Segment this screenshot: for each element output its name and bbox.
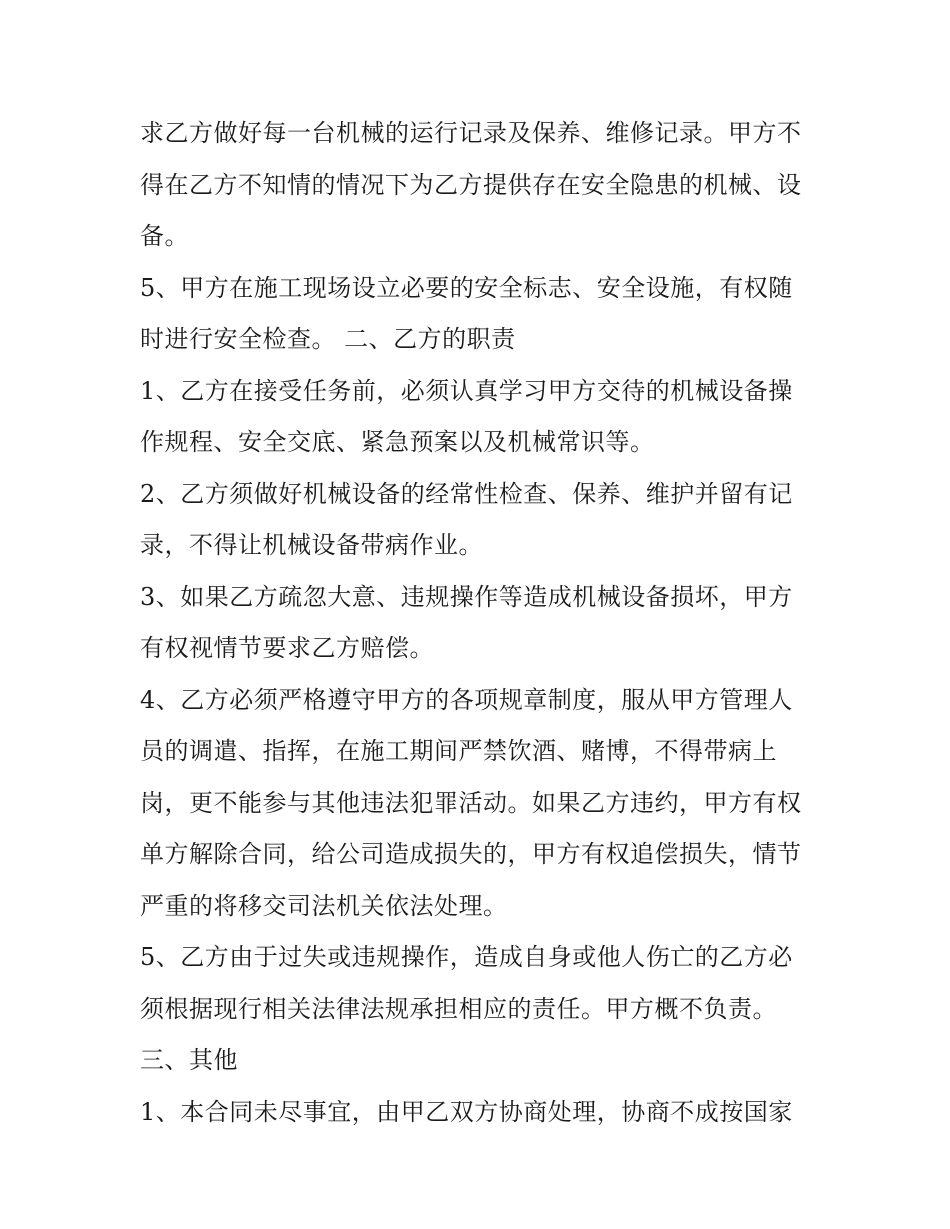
text-line: 员的调遣、指挥，在施工期间严禁饮酒、赌博，不得带病上 — [140, 737, 777, 765]
text-line: 录，不得让机械设备带病作业。 — [140, 531, 483, 559]
text-line: 须根据现行相关法律法规承担相应的责任。甲方概不负责。 — [140, 994, 777, 1023]
text-line: 备。 — [140, 222, 189, 250]
text-line: 5、乙方由于过失或违规操作，造成自身或他人伤亡的乙方必 — [140, 943, 793, 971]
section-heading-line: 时进行安全检查。 二、乙方的职责 — [140, 325, 516, 353]
text-line: 得在乙方不知情的情况下为乙方提供存在安全隐患的机械、设 — [140, 170, 802, 199]
text-line: 3、如果乙方疏忽大意、违规操作等造成机械设备损坏，甲方 — [140, 582, 793, 611]
text-line: 1、本合同未尽事宜，由甲乙双方协商处理，协商不成按国家 — [140, 1097, 793, 1126]
text-line: 求乙方做好每一台机械的运行记录及保养、维修记录。甲方不 — [140, 119, 802, 147]
contract-text — [140, 108, 820, 1138]
text-line: 严重的将移交司法机关依法处理。 — [140, 891, 508, 920]
text-line: 4、乙方必须严格遵守甲方的各项规章制度，服从甲方管理人 — [140, 685, 793, 714]
text-line: 2、乙方须做好机械设备的经常性检查、保养、维护并留有记 — [140, 479, 793, 508]
text-line: 作规程、安全交底、紧急预案以及机械常识等。 — [140, 428, 655, 456]
text-line: 5、甲方在施工现场设立必要的安全标志、安全设施，有权随 — [140, 273, 793, 302]
text-line: 有权视情节要求乙方赔偿。 — [140, 634, 434, 662]
text-line: 单方解除合同，给公司造成损失的，甲方有权追偿损失，情节 — [140, 840, 802, 868]
section-heading-line: 三、其他 — [140, 1046, 238, 1074]
text-line: 1、乙方在接受任务前，必须认真学习甲方交待的机械设备操 — [140, 376, 793, 405]
text-line: 岗，更不能参与其他违法犯罪活动。如果乙方违约，甲方有权 — [140, 788, 802, 817]
